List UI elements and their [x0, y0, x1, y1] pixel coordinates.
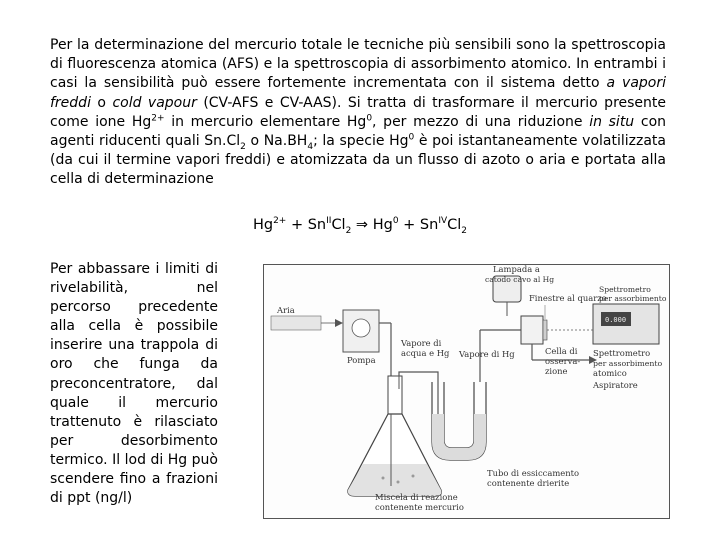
spectrometer-label-2: per assorbimento	[593, 359, 663, 368]
spectrometer-label-1: Spettrometro	[593, 348, 651, 358]
cold-vapour-apparatus-diagram	[263, 264, 670, 519]
aspirator-label: Aspiratore	[593, 380, 638, 390]
spectrometer-top-label-2: per assorbimento	[599, 294, 667, 303]
mixture-label-2: contenente mercurio	[375, 502, 464, 512]
pump-label: Pompa	[347, 355, 376, 365]
intro-paragraph: Per la determinazione del mercurio totale le tecniche più sensibili sono la spettroscopia di fluorescenza atomica (AFS) e la spettroscopia di assorbimento atomico. In entrambi i casi la sensibilità può essere fortemente incrementata con il sistema detto a vapori freddi o cold vapour (CV-AFS e CV-AAS). Si tratta di trasformare il mercurio presente come ione $Hg^{2+}$ in mercurio elementare Hg$^0$, per mezzo di una riduzione in situ con agenti riducenti quali $Sn.Cl_2$ o $Na.BH_4$; la specie Hg$^0$ è poi istantaneamente volatilizzata (da cui il termine vapori freddi) e atomizzata da un flusso di azoto o aria e portata alla cella di determinazione	[50, 37, 667, 188]
water-vapour-label-2: acqua e Hg	[401, 348, 450, 358]
cell-label-1: Cella di	[545, 346, 578, 356]
lamp-label-2: catodo cavo al Hg	[485, 275, 555, 284]
svg-text:0.000: 0.000	[605, 316, 627, 324]
lamp-label-1: Lampada a	[493, 264, 540, 274]
quartz-window-label: Finestre al quarzo	[529, 293, 607, 303]
hg-vapour-label: Vapore di Hg	[459, 349, 515, 359]
water-vapour-label-1: Vapore di	[401, 338, 442, 348]
mixture-label-1: Miscela di reazione	[375, 492, 458, 502]
cell-label-2: osserva-	[545, 356, 581, 366]
drying-tube-label-2: contenente drierite	[487, 478, 570, 488]
reaction-equation: $Hg^{2+} + Sn^{II}Cl_2$ ⇒ $Hg^0 + Sn^{IV}Cl_2$	[252, 216, 468, 236]
drying-tube-label-1: Tubo di essiccamento	[487, 468, 580, 478]
air-label: Aria	[277, 305, 295, 315]
side-paragraph: Per abbassare i limiti di rivelabilità, nel percorso precedente alla cella è possibile inserire una trappola di oro che funga da preconcentratore, dal quale il mercurio trattenuto è rilasciato per desorbimento termico. Il lod di Hg può scendere fino a frazioni di ppt (ng/l)	[50, 261, 218, 507]
cell-label-3: zione	[545, 366, 568, 376]
spectrometer-label-3: atomico	[593, 368, 627, 378]
spectrometer-top-label-1: Spettrometro	[599, 285, 651, 294]
